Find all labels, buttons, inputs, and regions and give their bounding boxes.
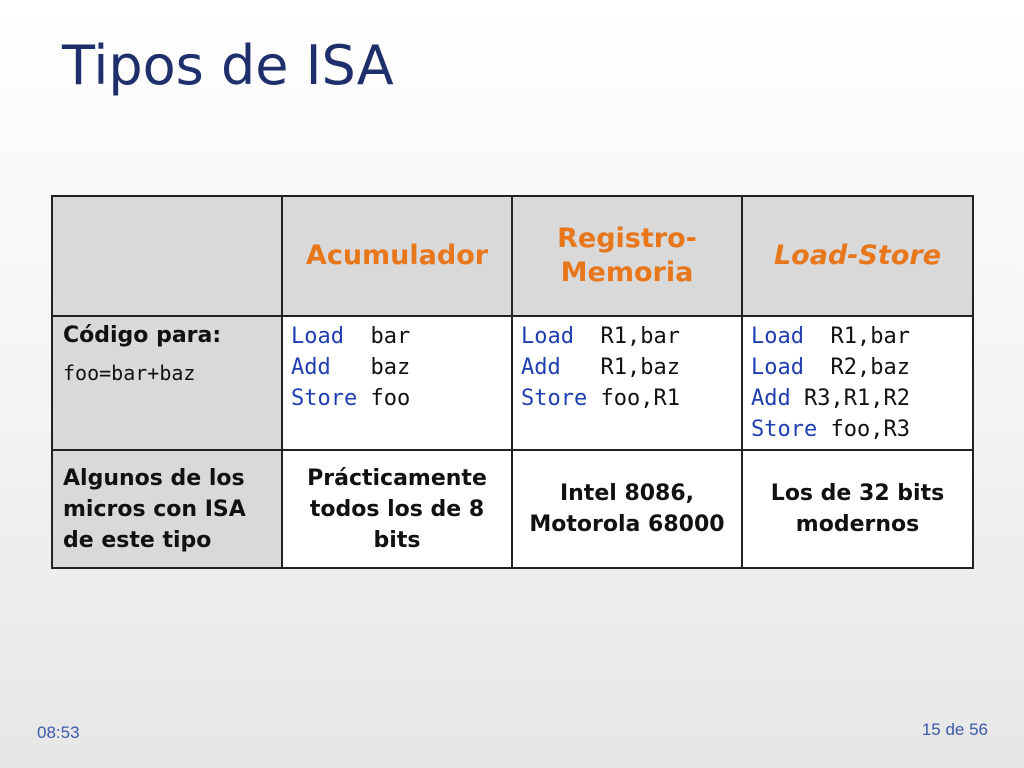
code-line: Load bar	[291, 324, 411, 349]
code-load-store	[742, 316, 973, 450]
code-registro-memoria	[512, 316, 742, 450]
code-line: Load R2,baz	[751, 355, 910, 380]
code-line: Add R1,baz	[521, 355, 680, 380]
micros-registro-memoria: Intel 8086, Motorola 68000	[512, 450, 742, 568]
table-header-row	[52, 196, 973, 316]
header-acumulador: Acumulador	[282, 196, 512, 316]
footer-time: 08:53	[37, 723, 80, 742]
micros-load-store: Los de 32 bits modernos	[742, 450, 973, 568]
code-line: Load R1,bar	[521, 324, 680, 349]
micros-row-label-cell	[52, 450, 282, 568]
code-row-label: Código para:	[63, 323, 222, 348]
footer-page-number: 15 de 56	[921, 720, 988, 739]
table-row-code	[52, 316, 973, 450]
code-acumulador	[282, 316, 512, 450]
code-line: Load R1,bar	[751, 324, 910, 349]
code-line: Store foo,R3	[751, 417, 910, 442]
header-empty-cell	[52, 196, 282, 316]
slide-title: Tipos de ISA	[62, 34, 394, 97]
micros-acumulador: Prácticamente todos los de 8 bits	[282, 450, 512, 568]
code-line: Store foo,R1	[521, 386, 680, 411]
code-line: Store foo	[291, 386, 411, 411]
header-registro-memoria: Registro- Memoria	[512, 196, 742, 316]
micros-row-label: Algunos de los micros con ISA de este tipo	[63, 465, 246, 553]
table-row-micros	[52, 450, 973, 568]
code-line: Add baz	[291, 355, 411, 380]
code-expression: foo=bar+baz	[63, 361, 196, 385]
code-row-label-cell	[52, 316, 282, 450]
header-load-store: Load-Store	[742, 196, 973, 316]
isa-comparison-table	[51, 195, 974, 569]
code-line: Add R3,R1,R2	[751, 386, 910, 411]
